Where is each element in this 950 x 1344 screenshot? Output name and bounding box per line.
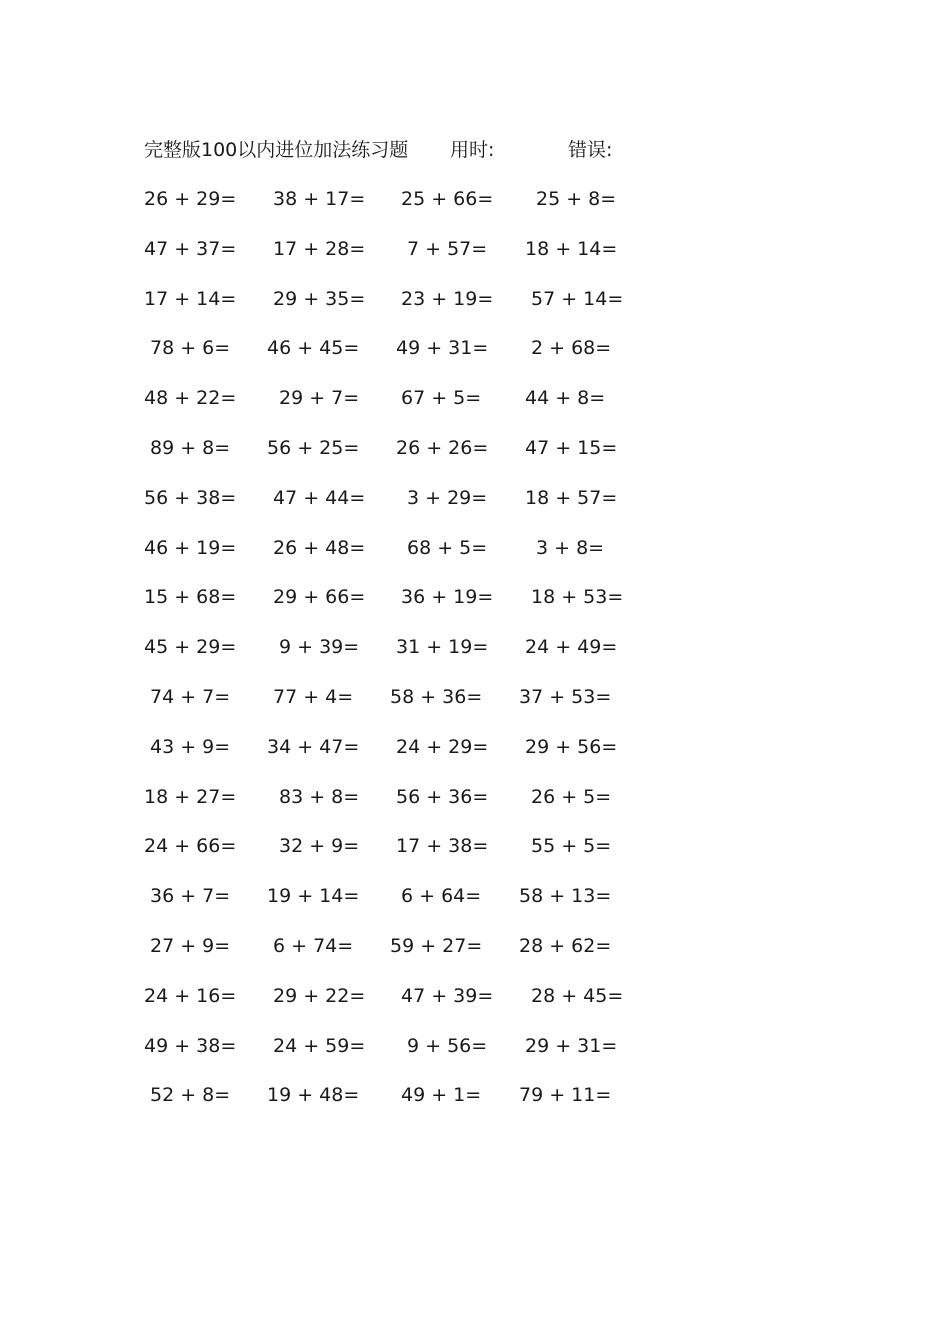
addition-problem: 52 + 8= (150, 1084, 231, 1107)
addition-problem: 29 + 7= (279, 387, 360, 410)
addition-problem: 79 + 11= (519, 1084, 612, 1107)
addition-problem: 18 + 27= (144, 785, 237, 808)
addition-problem: 15 + 68= (144, 586, 237, 609)
addition-problem: 57 + 14= (531, 287, 624, 310)
addition-problem: 46 + 45= (267, 337, 360, 360)
worksheet-title: 完整版100以内进位加法练习题 (144, 139, 409, 161)
addition-problem: 23 + 19= (401, 287, 494, 310)
addition-problem: 89 + 8= (150, 436, 231, 459)
problem-row (0, 185, 950, 235)
addition-problem: 17 + 38= (396, 835, 489, 858)
addition-problem: 49 + 1= (401, 1084, 482, 1107)
addition-problem: 24 + 66= (144, 835, 237, 858)
addition-problem: 36 + 7= (150, 885, 231, 908)
addition-problem: 9 + 39= (279, 636, 360, 659)
addition-problem: 48 + 22= (144, 387, 237, 410)
addition-problem: 28 + 62= (519, 934, 612, 957)
addition-problem: 28 + 45= (531, 984, 624, 1007)
addition-problem: 29 + 56= (525, 735, 618, 758)
problem-row (0, 633, 950, 683)
addition-problem: 25 + 66= (401, 188, 494, 210)
addition-problem: 44 + 8= (525, 387, 606, 410)
problem-row (0, 534, 950, 584)
addition-problem: 78 + 6= (150, 337, 231, 360)
addition-problem: 2 + 68= (531, 337, 612, 360)
addition-problem: 56 + 25= (267, 436, 360, 459)
problem-row (0, 1081, 950, 1131)
problem-grid (0, 185, 950, 1131)
addition-problem: 18 + 53= (531, 586, 624, 609)
addition-problem: 6 + 74= (273, 934, 354, 957)
addition-problem: 55 + 5= (531, 835, 612, 858)
addition-problem: 37 + 53= (519, 685, 612, 708)
addition-problem: 47 + 37= (144, 237, 237, 260)
addition-problem: 47 + 15= (525, 436, 618, 459)
addition-problem: 17 + 14= (144, 287, 237, 310)
addition-problem: 29 + 22= (273, 984, 366, 1007)
problem-row (0, 235, 950, 285)
addition-problem: 19 + 14= (267, 885, 360, 908)
addition-problem: 9 + 56= (407, 1034, 488, 1057)
problem-row (0, 285, 950, 335)
addition-problem: 6 + 64= (401, 885, 482, 908)
addition-problem: 26 + 26= (396, 436, 489, 459)
addition-problem: 68 + 5= (407, 536, 488, 559)
addition-problem: 24 + 59= (273, 1034, 366, 1057)
addition-problem: 47 + 44= (273, 486, 366, 509)
problem-row (0, 1032, 950, 1082)
problem-row (0, 484, 950, 534)
addition-problem: 56 + 38= (144, 486, 237, 509)
addition-problem: 49 + 38= (144, 1034, 237, 1057)
addition-problem: 46 + 19= (144, 536, 237, 559)
addition-problem: 34 + 47= (267, 735, 360, 758)
problem-row (0, 384, 950, 434)
addition-problem: 36 + 19= (401, 586, 494, 609)
problem-row (0, 583, 950, 633)
addition-problem: 58 + 36= (390, 685, 483, 708)
problem-row (0, 882, 950, 932)
addition-problem: 27 + 9= (150, 934, 231, 957)
addition-problem: 26 + 5= (531, 785, 612, 808)
addition-problem: 32 + 9= (279, 835, 360, 858)
problem-row (0, 783, 950, 833)
addition-problem: 31 + 19= (396, 636, 489, 659)
addition-problem: 77 + 4= (273, 685, 354, 708)
addition-problem: 49 + 31= (396, 337, 489, 360)
problem-row (0, 982, 950, 1032)
addition-problem: 47 + 39= (401, 984, 494, 1007)
addition-problem: 38 + 17= (273, 188, 366, 210)
problem-row (0, 733, 950, 783)
addition-problem: 24 + 29= (396, 735, 489, 758)
addition-problem: 67 + 5= (401, 387, 482, 410)
addition-problem: 83 + 8= (279, 785, 360, 808)
addition-problem: 29 + 35= (273, 287, 366, 310)
addition-problem: 29 + 66= (273, 586, 366, 609)
problem-row (0, 334, 950, 384)
addition-problem: 18 + 14= (525, 237, 618, 260)
addition-problem: 26 + 29= (144, 188, 237, 210)
addition-problem: 18 + 57= (525, 486, 618, 509)
addition-problem: 24 + 16= (144, 984, 237, 1007)
time-label: 用时: (450, 139, 495, 161)
problem-row (0, 832, 950, 882)
addition-problem: 74 + 7= (150, 685, 231, 708)
error-label: 错误: (568, 139, 613, 161)
problem-row (0, 683, 950, 733)
addition-problem: 19 + 48= (267, 1084, 360, 1107)
addition-problem: 58 + 13= (519, 885, 612, 908)
addition-problem: 25 + 8= (536, 188, 617, 210)
problem-row (0, 932, 950, 982)
addition-problem: 59 + 27= (390, 934, 483, 957)
addition-problem: 45 + 29= (144, 636, 237, 659)
addition-problem: 26 + 48= (273, 536, 366, 559)
addition-problem: 29 + 31= (525, 1034, 618, 1057)
addition-problem: 24 + 49= (525, 636, 618, 659)
addition-problem: 56 + 36= (396, 785, 489, 808)
addition-problem: 3 + 29= (407, 486, 488, 509)
addition-problem: 7 + 57= (407, 237, 488, 260)
addition-problem: 43 + 9= (150, 735, 231, 758)
addition-problem: 17 + 28= (273, 237, 366, 260)
problem-row (0, 434, 950, 484)
addition-problem: 3 + 8= (536, 536, 605, 559)
